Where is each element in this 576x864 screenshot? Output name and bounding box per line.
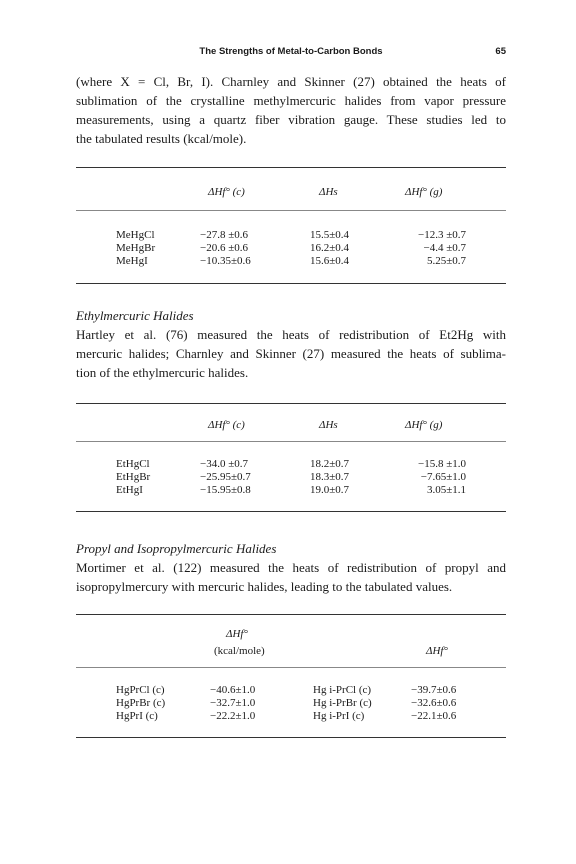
ethyl-paragraph xyxy=(76,325,506,382)
table-cell: −22.2±1.0 xyxy=(210,710,256,722)
table-cell: HgPrBr (c) xyxy=(116,697,166,709)
table-cell: −15.8 ±1.0 xyxy=(418,458,466,470)
table-cell: MeHgCl xyxy=(116,229,155,241)
table-header: ΔHf° (g) xyxy=(405,186,443,198)
intro-line: the tabulated results (kcal/mole). xyxy=(76,131,247,146)
propyl-line: isopropylmercury with mercuric halides, leading to the tabulated values. xyxy=(76,579,453,594)
table-top-rule xyxy=(76,167,506,168)
table-header: ΔHs xyxy=(319,419,338,431)
table-cell: −39.7±0.6 xyxy=(411,684,457,696)
table-cell: MeHgI xyxy=(116,255,148,267)
propyl-paragraph xyxy=(76,558,506,596)
table-cell: MeHgBr xyxy=(116,242,156,254)
table-cell: HgPrI (c) xyxy=(116,710,158,722)
page-number: 65 xyxy=(495,46,506,57)
table-column xyxy=(400,458,466,497)
table-column xyxy=(310,229,349,268)
table-header-units: (kcal/mole) xyxy=(214,645,265,657)
table-cell: −12.3 ±0.7 xyxy=(418,229,466,241)
ethyl-line: tion of the ethylmercuric halides. xyxy=(76,365,249,380)
table-cell: Hg i-PrCl (c) xyxy=(313,684,372,696)
propyl-line: Mortimer et al. (122) measured the heats of redistribution of propyl and xyxy=(76,560,506,575)
table-header-rule xyxy=(76,441,506,442)
table-column xyxy=(400,229,466,268)
table-column xyxy=(116,458,150,497)
table-header: ΔHf° (g) xyxy=(405,419,443,431)
table-cell: 5.25±0.7 xyxy=(426,255,466,267)
ethyl-line: Hartley et al. (76) measured the heats of redistribution of Et2Hg with xyxy=(76,327,506,342)
table-header-rule xyxy=(76,667,506,668)
table-cell: 18.3±0.7 xyxy=(310,471,350,483)
table-cell: −32.7±1.0 xyxy=(210,697,256,709)
table-bottom-rule xyxy=(76,511,506,512)
table-column xyxy=(200,458,251,497)
table-cell: 15.6±0.4 xyxy=(310,255,350,267)
table-header: ΔHf° (c) xyxy=(208,419,245,431)
table-column xyxy=(210,684,255,723)
table-cell: −15.95±0.8 xyxy=(200,484,251,496)
table-header: ΔHf° xyxy=(426,645,448,657)
table-cell: −32.6±0.6 xyxy=(411,697,457,709)
table-cell: 3.05±1.1 xyxy=(426,484,466,496)
table-cell: −10.35±0.6 xyxy=(200,255,251,267)
table-top-rule xyxy=(76,403,506,404)
table-cell: 15.5±0.4 xyxy=(310,229,350,241)
table-column xyxy=(116,229,155,268)
running-title: The Strengths of Metal-to-Carbon Bonds xyxy=(199,46,383,57)
intro-paragraph xyxy=(76,72,506,148)
intro-line: (where X = Cl, Br, I). Charnley and Skinner (27) obtained the heats of xyxy=(76,74,506,89)
table-cell: −22.1±0.6 xyxy=(411,710,457,722)
table-column xyxy=(200,229,251,268)
table-top-rule xyxy=(76,614,506,615)
table-bottom-rule xyxy=(76,283,506,284)
table-cell: −27.8 ±0.6 xyxy=(200,229,248,241)
table-column xyxy=(116,684,165,723)
section-title: Propyl and Isopropylmercuric Halides xyxy=(76,541,277,556)
table-cell: −7.65±1.0 xyxy=(420,471,466,483)
table-cell: EtHgBr xyxy=(116,471,151,483)
table-cell: HgPrCl (c) xyxy=(116,684,165,696)
table-cell: 18.2±0.7 xyxy=(310,458,350,470)
table-column xyxy=(310,458,349,497)
table-header-rule xyxy=(76,210,506,211)
table-cell: −25.95±0.7 xyxy=(200,471,251,483)
table-cell: Hg i-PrBr (c) xyxy=(313,697,372,709)
table-cell: 16.2±0.4 xyxy=(310,242,350,254)
table-cell: −40.6±1.0 xyxy=(210,684,256,696)
table-cell: −34.0 ±0.7 xyxy=(200,458,248,470)
table-header: ΔHs xyxy=(319,186,338,198)
table-column xyxy=(411,684,456,723)
intro-line: sublimation of the crystalline methylmercuric halides from vapor pressure xyxy=(76,93,506,108)
table-cell: EtHgCl xyxy=(116,458,150,470)
table-cell: −20.6 ±0.6 xyxy=(200,242,248,254)
table-cell: 19.0±0.7 xyxy=(310,484,350,496)
table-header: ΔHf° xyxy=(226,628,248,640)
table-cell: −4.4 ±0.7 xyxy=(423,242,466,254)
table-cell: EtHgI xyxy=(116,484,143,496)
intro-line: measurements, using a quartz fiber vibration gauge. These studies led to xyxy=(76,112,506,127)
ethyl-line: mercuric halides; Charnley and Skinner (27) measured the heats of sublima- xyxy=(76,346,506,361)
section-title: Ethylmercuric Halides xyxy=(76,308,194,323)
table-header: ΔHf° (c) xyxy=(208,186,245,198)
table-bottom-rule xyxy=(76,737,506,738)
table-column xyxy=(313,684,372,723)
table-cell: Hg i-PrI (c) xyxy=(313,710,365,722)
